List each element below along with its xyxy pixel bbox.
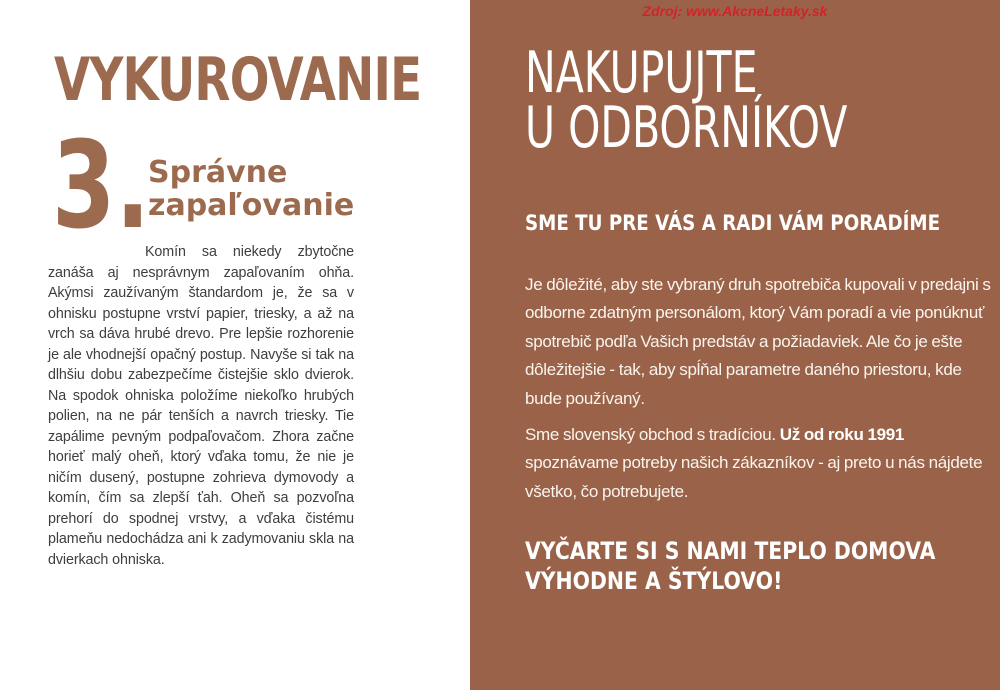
right-subheading: SME TU PRE VÁS A RADI VÁM PORADÍME	[525, 211, 941, 235]
advice-paragraph: Je dôležité, aby ste vybraný druh spotrebiča kupovali v predajni s odborne zdatným personálom, ktorý Vám poradí a vie ponúknuť spotrebič podľa Vašich predstáv a požiadaviek. Ale čo je ešte dôležitejšie - tak, aby spĺňal parametre daného priestoru, kde bude používaný.	[525, 275, 991, 408]
tip-number: 3.	[52, 117, 151, 256]
tradition-paragraph	[525, 421, 993, 506]
source-credit: Zdroj: www.AkcneLetaky.sk	[642, 3, 828, 19]
cta-heading	[525, 536, 935, 596]
cta-line1: VYČARTE SI S NAMI TEPLO DOMOVA	[525, 537, 936, 565]
right-title-line1: NAKUPUJTE	[525, 40, 758, 106]
page-title: VYKUROVANIE	[54, 45, 422, 115]
tip-body-text: Komín sa niekedy zbytočne zanáša aj nesprávnym zapaľovaním ohňa. Akýmsi zaužívaným štandardom je, že sa v ohnisku postupne vrství papier, triesky, a až na vrch sa dáva hrubé drevo. Pre lepšie rozhorenie je ale vhodnejší opačný postup. Navyše si tak na dlhšiu dobu zabezpečíme čistejšie sklo dvierok. Na spodok ohniska položíme niekoľko hrubých polien, na ne pár tenších a navrch triesky. Tie zapálime pevným podpaľovačom. Zhora začne horieť malý oheň, ktorý vďaka tomu, že nie je ničím dusený, postupne zohrieva dymovody a komín, čím sa zlepší ťah. Oheň sa pozvoľna prehorí do spodnej vrstvy, a vďaka čistému plameňu nedochádza ani k zadymovaniu skla na dvierkach ohniska.	[48, 244, 354, 568]
left-page	[0, 0, 470, 690]
right-page	[470, 0, 1000, 690]
cta-line2: VÝHODNE A ŠTÝLOVO!	[525, 567, 783, 595]
right-title	[525, 40, 848, 161]
tradition-text-after: spoznávame potreby našich zákazníkov - aj preto u nás nájdete všetko, čo potrebujete.	[525, 453, 983, 501]
tradition-bold-highlight: Už od roku 1991	[779, 425, 905, 444]
right-title-line2: U ODBORNÍKOV	[525, 95, 848, 161]
tradition-text-before: Sme slovenský obchod s tradíciou.	[525, 425, 780, 444]
tip-heading: Správne zapaľovanie	[148, 155, 355, 223]
